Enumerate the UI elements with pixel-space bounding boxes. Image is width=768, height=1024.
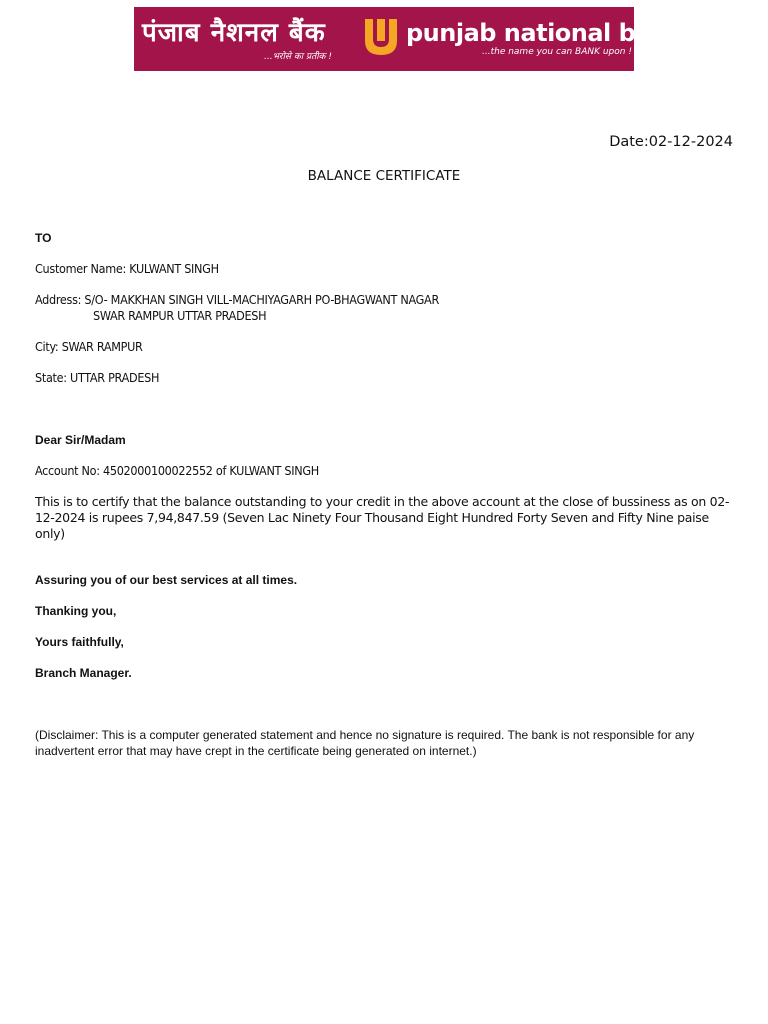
certificate-date: Date:02-12-2024 — [609, 134, 733, 150]
assurance-line: Assuring you of our best services at all times. — [35, 573, 298, 587]
certification-paragraph: This is to certify that the balance outstanding to your credit in the above account at the close of bussiness as on 02-12-2024 is rupees 7,94,847.59 (Seven Lac Ninety Four Thousand Eight Hundred Forty Seven and Fifty Nine paise only) — [35, 494, 730, 541]
address-line-2: SWAR RAMPUR UTTAR PRADESH — [93, 308, 267, 323]
pnb-logo-icon — [362, 15, 400, 59]
customer-name: Customer Name: KULWANT SINGH — [35, 261, 219, 276]
salutation: Dear Sir/Madam — [35, 433, 126, 447]
thanking-line: Thanking you, — [35, 604, 117, 618]
state: State: UTTAR PRADESH — [35, 370, 160, 385]
closing-line: Yours faithfully, — [35, 635, 124, 649]
bank-name-hindi: पंजाब नैशनल बैंक — [142, 18, 326, 48]
address-line-1: Address: S/O- MAKKHAN SINGH VILL-MACHIYAGARH PO-BHAGWANT NAGAR — [35, 292, 439, 307]
bank-header-banner — [134, 7, 684, 71]
account-number: Account No: 4502000100022552 of KULWANT SINGH — [35, 463, 319, 478]
disclaimer: (Disclaimer: This is a computer generated statement and hence no signature is required. The bank is not responsible for any inadvertent error that may have crept in the certificate being generated on internet.) — [35, 728, 695, 758]
signatory: Branch Manager. — [35, 666, 132, 680]
bank-name-english: punjab national bank — [406, 19, 684, 47]
certificate-title: BALANCE CERTIFICATE — [307, 168, 461, 184]
bank-tagline-english: ...the name you can BANK upon ! — [482, 47, 632, 57]
bank-tagline-hindi: ...भरोसे का प्रतीक ! — [264, 52, 332, 62]
city: City: SWAR RAMPUR — [35, 339, 143, 354]
to-label: TO — [35, 231, 52, 245]
